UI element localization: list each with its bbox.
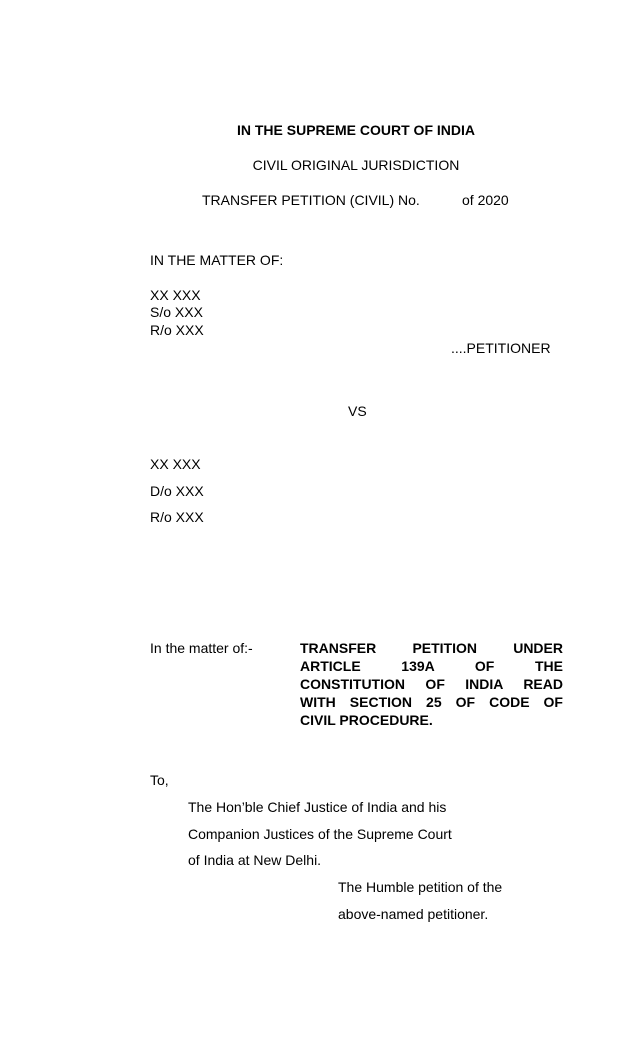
subject-line: ARTICLE 139A OF THE xyxy=(300,658,563,674)
subject-text xyxy=(300,639,563,729)
subject-line: WITH SECTION 25 OF CODE OF xyxy=(300,694,563,710)
address-line: The Hon’ble Chief Justice of India and his xyxy=(188,799,447,815)
respondent-name: XX XXX xyxy=(150,456,201,472)
petitioner-role: ....PETITIONER xyxy=(451,340,551,356)
subject-label: In the matter of:- xyxy=(150,640,253,656)
petitioner-residence: R/o XXX xyxy=(150,322,204,338)
petitioner-relation: S/o XXX xyxy=(150,304,203,320)
matter-heading: IN THE MATTER OF: xyxy=(150,252,284,268)
address-line: Companion Justices of the Supreme Court xyxy=(188,826,452,842)
petition-number: TRANSFER PETITION (CIVIL) No. xyxy=(202,192,420,208)
respondent-relation: D/o XXX xyxy=(150,483,204,499)
closing-line: The Humble petition of the xyxy=(338,879,503,895)
subject-line: TRANSFER PETITION UNDER xyxy=(300,640,563,656)
address-line: of India at New Delhi. xyxy=(188,852,322,868)
petition-year: of 2020 xyxy=(462,192,509,208)
petitioner-name: XX XXX xyxy=(150,287,201,303)
versus-label: VS xyxy=(348,403,367,419)
subject-line: CONSTITUTION OF INDIA READ xyxy=(300,676,563,692)
subject-line: CIVIL PROCEDURE. xyxy=(300,712,433,728)
court-title: IN THE SUPREME COURT OF INDIA xyxy=(236,122,475,138)
closing-line: above-named petitioner. xyxy=(338,906,489,922)
jurisdiction-title: CIVIL ORIGINAL JURISDICTION xyxy=(252,157,460,173)
address-to: To, xyxy=(150,772,169,788)
respondent-residence: R/o XXX xyxy=(150,509,204,525)
